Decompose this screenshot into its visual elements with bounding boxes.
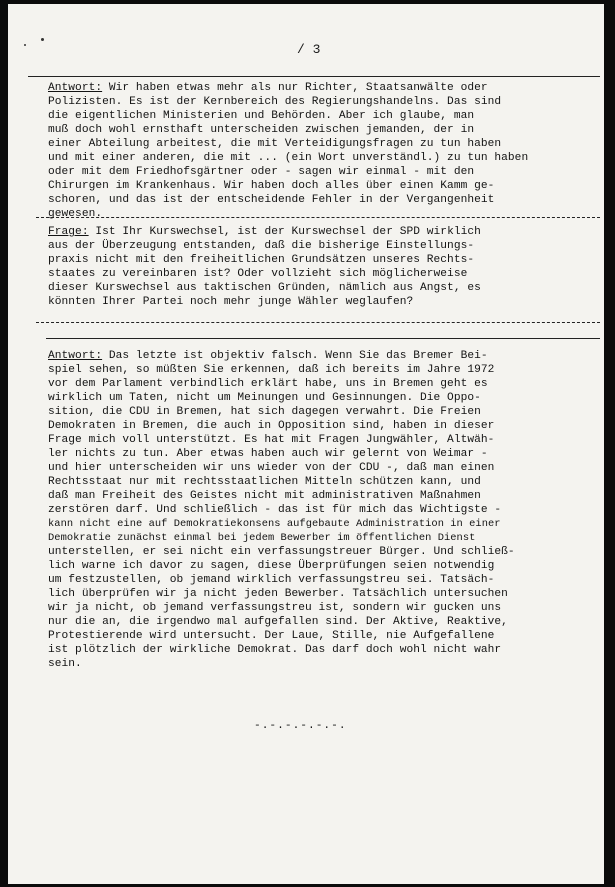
answer-block-2: [48, 349, 596, 671]
text-line: Antwort: Wir haben etwas mehr als nur Richter, Staatsanwälte oder: [48, 82, 488, 94]
separator-rule: [36, 217, 600, 218]
text-line: Frage: Ist Ihr Kurswechsel, ist der Kurswechsel der SPD wirklich: [48, 226, 481, 238]
separator-rule: [28, 76, 600, 77]
text-line: Frage mich voll unterstützt. Es hat mit Fragen Jungwähler, Altwäh-: [48, 434, 495, 446]
text-line: Demokratie zunächst einmal bei jedem Bewerber im öffentlichen Dienst: [48, 532, 476, 544]
text-line: lich überprüfen wir ja nicht jeden Bewerber. Tatsächlich untersuchen: [48, 588, 508, 600]
text-line: staates zu vereinbaren ist? Oder vollzieht sich möglicherweise: [48, 268, 468, 280]
text-line: wirklich um Taten, nicht um Meinungen und Gesinnungen. Die Oppo-: [48, 392, 481, 404]
text-line: einer Abteilung arbeitest, die mit Verteidigungsfragen zu tun haben: [48, 138, 502, 150]
text-line: nur die an, die irgendwo mal aufgefallen sind. Der Aktive, Reaktive,: [48, 616, 508, 628]
text-line: die eigentlichen Ministerien und Behörden. Aber ich glaube, man: [48, 110, 475, 122]
question-label: Frage:: [48, 226, 89, 238]
text-line: unterstellen, er sei nicht ein verfassungstreuer Bürger. Und schließ-: [48, 546, 515, 558]
text-line: kann nicht eine auf Demokratiekonsens aufgebaute Administration in einer: [48, 518, 501, 530]
separator-rule: [36, 322, 600, 323]
text-line: dieser Kurswechsel aus taktischen Gründen, nämlich aus Angst, es: [48, 282, 481, 294]
text-line: ist plötzlich der wirkliche Demokrat. Das darf doch wohl nicht wahr: [48, 644, 502, 656]
text-line: gewesen.: [48, 208, 103, 220]
question-block: [48, 225, 596, 309]
text-line: zerstören darf. Und schließlich - das ist für mich das Wichtigste -: [48, 504, 502, 516]
text-line: oder mit dem Friedhofsgärtner oder - sagen wir einmal - mit den: [48, 166, 475, 178]
text-line: lich warne ich davor zu sagen, diese Überprüfungen seien notwendig: [48, 560, 495, 572]
text-line: daß man Freiheit des Geistes nicht mit administrativen Maßnahmen: [48, 490, 481, 502]
text-line: schoren, und das ist der entscheidende Fehler in der Vergangenheit: [48, 194, 495, 206]
text-line: muß doch wohl ernsthaft unterscheiden zwischen jemanden, der in: [48, 124, 475, 136]
text-line: sition, die CDU in Bremen, hat sich dagegen verwahrt. Die Freien: [48, 406, 481, 418]
text-line: und mit einer anderen, die mit ... (ein Wort unverständl.) zu tun haben: [48, 152, 529, 164]
text-line: und hier unterscheiden wir uns wieder von der CDU -, daß man einen: [48, 462, 495, 474]
text-line: Rechtsstaat nur mit rechtsstaatlichen Mitteln schützen kann, und: [48, 476, 481, 488]
answer-label: Antwort:: [48, 82, 103, 94]
text-line: ler nichts zu tun. Aber etwas haben auch wir gelernt von Weimar -: [48, 448, 488, 460]
text-line: sein.: [48, 658, 82, 670]
answer-block-1: [48, 81, 596, 221]
separator-rule: [46, 338, 600, 339]
page-number: / 3: [297, 42, 321, 57]
answer-label: Antwort:: [48, 350, 103, 362]
text-line: Antwort: Das letzte ist objektiv falsch. Wenn Sie das Bremer Bei-: [48, 350, 488, 362]
text-line: könnten Ihrer Partei noch mehr junge Wähler weglaufen?: [48, 296, 414, 308]
text-line: spiel sehen, so müßten Sie erkennen, daß ich bereits im Jahre 1972: [48, 364, 495, 376]
scan-speck: [41, 38, 44, 41]
text-line: aus der Überzeugung entstanden, daß die bisherige Einstellungs-: [48, 240, 475, 252]
scan-speck: [24, 44, 26, 46]
end-mark: -.-.-.-.-.-.: [254, 720, 347, 732]
text-line: praxis nicht mit den freiheitlichen Grundsätzen unseres Rechts-: [48, 254, 475, 266]
text-line: Chirurgen im Krankenhaus. Wir haben doch alles über einen Kamm ge-: [48, 180, 495, 192]
text-line: wir ja nicht, ob jemand verfassungstreu ist, sondern wir gucken uns: [48, 602, 502, 614]
text-line: Demokraten in Bremen, die auch in Opposition sind, haben in dieser: [48, 420, 495, 432]
document-page: [8, 4, 604, 884]
text-line: um festzustellen, ob jemand wirklich verfassungstreu sei. Tatsäch-: [48, 574, 495, 586]
text-line: vor dem Parlament verbindlich erklärt habe, uns in Bremen geht es: [48, 378, 488, 390]
text-line: Polizisten. Es ist der Kernbereich des Regierungshandelns. Das sind: [48, 96, 502, 108]
text-line: Protestierende wird untersucht. Der Laue, Stille, nie Aufgefallene: [48, 630, 495, 642]
